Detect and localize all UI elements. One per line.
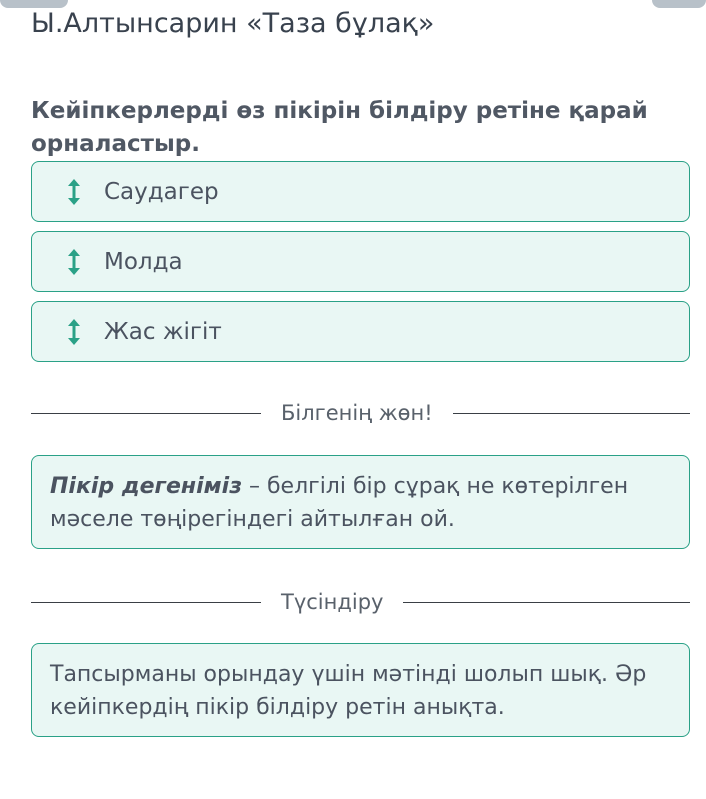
task-instruction: Кейіпкерлерді өз пікірін білдіру ретіне қарай орналастыр. xyxy=(31,98,648,157)
drag-vertical-arrows-icon xyxy=(66,248,82,276)
sortable-item-3[interactable] xyxy=(31,301,690,362)
drag-vertical-arrows-icon xyxy=(66,318,82,346)
divider-line xyxy=(31,602,261,603)
know-section-heading: Білгенің жөн! xyxy=(281,401,433,425)
sortable-list xyxy=(31,161,690,371)
sortable-item-2[interactable] xyxy=(31,231,690,292)
divider-line xyxy=(31,413,261,414)
sortable-item-label: Жас жігіт xyxy=(104,318,222,345)
definition-term: Пікір дегеніміз xyxy=(50,474,242,499)
drag-vertical-arrows-icon xyxy=(66,178,82,206)
definition-box xyxy=(31,455,690,549)
sortable-item-label: Молда xyxy=(104,248,183,275)
sortable-item-1[interactable] xyxy=(31,161,690,222)
sortable-item-label: Саудагер xyxy=(104,178,219,205)
explanation-text: Тапсырманы орындау үшін мәтінді шолып шық. Әр кейіпкердің пікір білдіру ретін анықта. xyxy=(50,662,647,720)
top-tab-left[interactable] xyxy=(0,0,68,8)
know-section-divider xyxy=(31,398,690,428)
page-title: Ы.Алтынсарин «Таза бұлақ» xyxy=(31,8,435,39)
divider-line xyxy=(403,602,690,603)
explain-section-divider xyxy=(31,587,690,617)
divider-line xyxy=(453,413,690,414)
explain-section-heading: Түсіндіру xyxy=(281,590,384,614)
explanation-box xyxy=(31,643,690,737)
top-tab-right[interactable] xyxy=(652,0,706,8)
definition-text: – белгілі бір сұрақ не көтерілген мәселе төңірегіндегі айтылған ой. xyxy=(50,474,629,532)
